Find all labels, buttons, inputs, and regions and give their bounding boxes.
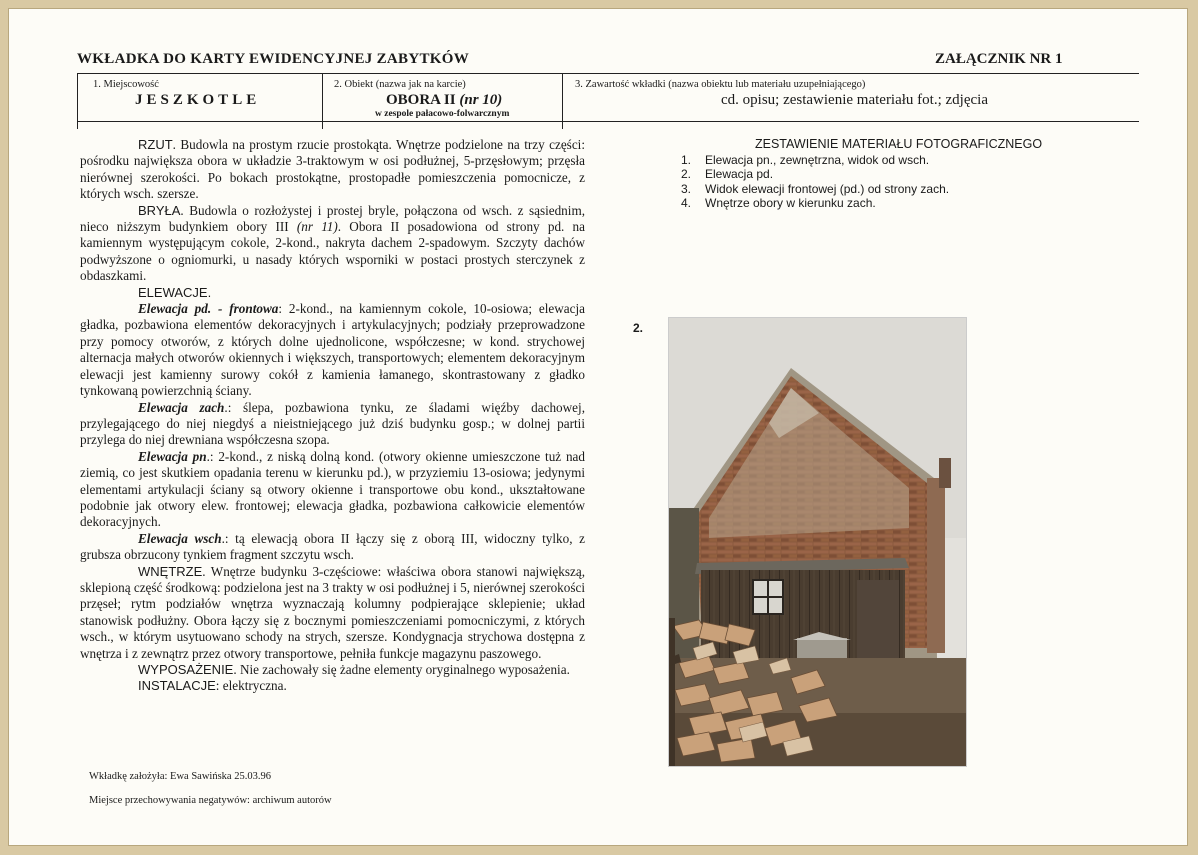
locality-value: JESZKOTLE — [135, 92, 261, 108]
document-page — [8, 8, 1188, 846]
text-wnetrze: . Wnętrze budynku 3-częściowe: właściwa obora stanowi największą, sklepioną część środkową: podzielona jest na 3 trakty w osi podłużnej i 5, nierównej szerokości przęseł; rytm podziałów wnętrza wyznaczają kolumny podpierające sklepienie; układ stanowisk podłużny. Obora łączy się z bocznymi pomieszczeniami pomocniczymi, z których wsch., w którym usytuowano schody na strych, szersze. Kondygnacja strychowa dostępna z wnętrza i z zewnątrz przez otwory transportowe, pełniła funkcje magazynu paszowego. — [80, 563, 586, 661]
text-rzut: . Budowla na prostym rzucie prostokąta. Wnętrze podzielone na trzy części: pośrodku największa obora w układzie 3-traktowym w osi podłużnej, 5-przęsłowym; przęsła nierównej szerokości. Po bokach prostokątne, prostopadłe pomieszczenia pomocnicze, z których wsch. szersze. — [80, 137, 585, 202]
heading-wnetrze: WNĘTRZE — [138, 563, 203, 579]
photo-list-item — [681, 167, 949, 181]
section-rzut — [80, 137, 585, 203]
header-rule-bottom — [77, 121, 1139, 122]
negatives-note: Miejsce przechowywania negatywów: archiwum autorów — [89, 795, 332, 806]
section-elew-pn — [80, 449, 585, 531]
contents-label: 3. Zawartość wkładki (nazwa obiektu lub materiału uzupełniającego) — [575, 79, 866, 90]
heading-elew-wsch: Elewacja wsch — [138, 530, 222, 546]
header-divider — [562, 73, 563, 129]
document-title: WKŁADKA DO KARTY EWIDENCYJNEJ ZABYTKÓW — [77, 51, 470, 67]
heading-rzut: RZUT — [138, 137, 173, 152]
object-value — [386, 92, 502, 109]
section-bryla — [80, 203, 585, 285]
photo-item-number: 3. — [681, 181, 692, 196]
section-elew-zach — [80, 400, 585, 449]
header-divider — [322, 73, 323, 129]
object-number: (nr 10) — [459, 92, 503, 108]
heading-elewacje: ELEWACJE. — [138, 284, 212, 300]
heading-bryla: BRYŁA — [138, 202, 181, 218]
photo-item-text: Elewacja pn., zewnętrzna, widok od wsch. — [705, 153, 930, 167]
section-instalacje — [80, 678, 585, 694]
object-label: 2. Obiekt (nazwa jak na karcie) — [334, 79, 466, 90]
photo-list-title: ZESTAWIENIE MATERIAŁU FOTOGRAFICZNEGO — [755, 137, 1043, 151]
photo-item-text: Widok elewacji frontowej (pd.) od strony zach. — [705, 181, 950, 196]
photo-item-number: 2. — [681, 167, 692, 182]
description-column — [80, 137, 585, 695]
text-elew-wsch: .: tą elewacją obora II łączy się z oborą III, widoczny tylko, z grubsza obrzucony tynkiem fragment szczytu wsch. — [80, 530, 585, 563]
section-wyposazenie — [80, 662, 585, 678]
heading-elew-pd: Elewacja pd. - frontowa — [138, 301, 279, 317]
heading-elew-pn: Elewacja pn — [138, 448, 207, 464]
photo-list-item — [681, 196, 949, 210]
photo-list-item — [681, 153, 949, 167]
text-bryla-cont: . Obora II posadowiona od strony pd. na kamiennym występującym cokole, 2-kond., nakryta dachem 2-spadowym. Szczyty dachów podwyższone o ogniomurki, u nasady których wsporniki w postaci prostych sterczynek z obdaszkami. — [80, 219, 585, 284]
text-bryla: . Budowla o rozłożystej i prostej bryle, połączona od wsch. z sąsiednim, nieco niższym budynkiem obory III — [80, 202, 585, 235]
section-elew-pd — [80, 301, 585, 399]
photo-item-text: Elewacja pd. — [705, 167, 774, 182]
text-instalacje: : elektryczna. — [215, 678, 287, 694]
locality-label: 1. Miejscowość — [93, 79, 159, 90]
header-rule-top — [77, 73, 1139, 74]
photo-item-number: 4. — [681, 195, 692, 210]
header-divider — [77, 73, 78, 129]
heading-instalacje: INSTALACJE — [138, 678, 216, 694]
object-name: OBORA II — [386, 92, 456, 108]
contents-value: cd. opisu; zestawienie materiału fot.; zdjęcia — [721, 92, 988, 108]
section-wnetrze — [80, 564, 585, 662]
photo-item-text: Wnętrze obory w kierunku zach. — [705, 195, 876, 210]
attachment-label: ZAŁĄCZNIK NR 1 — [935, 51, 1063, 67]
photo-item-number: 1. — [681, 153, 692, 167]
text-elew-zach: .: ślepa, pozbawiona tynku, ze śladami więźby dachowej, przylegającego do niej niegdyś a nieistniejącego już dziś budynku gosp.; w dolnej partii przylega do niej drewniana współczesna szopa. — [80, 399, 585, 448]
photo-list — [681, 153, 949, 210]
ref-nr-11: (nr 11) — [296, 219, 338, 235]
section-elew-wsch — [80, 531, 585, 564]
object-subtitle: w zespole pałacowo-folwarcznym — [375, 109, 510, 119]
photo-number: 2. — [633, 321, 644, 335]
text-elew-pd: : 2-kond., na kamiennym cokole, 10-osiowa; elewacja gładka, pozbawiona elementów dekoracyjnych i artykulacyjnych; podziały przeprowadzone przy pomocy otworów, z których dolne ujednolicone, współczesne; w kond. strychowej alternacja małych otworów okiennych i większych, transportowych; elementem dekoracyjnym elewacji jest kamienny surowy cokół z kamienia łamanego, skontrastowany z gładko tynkowaną powierzchnią ściany. — [80, 301, 585, 399]
text-wyposazenie: . Nie zachowały się żadne elementy oryginalnego wyposażenia. — [233, 662, 570, 677]
photo-list-item — [681, 182, 949, 196]
author-note: Wkładkę założyła: Ewa Sawińska 25.03.96 — [89, 771, 271, 782]
barn-photo — [668, 317, 967, 767]
heading-elew-zach: Elewacja zach — [138, 399, 225, 415]
heading-wyposazenie: WYPOSAŻENIE — [138, 662, 234, 677]
text-elew-pn: .: 2-kond., z niską dolną kond. (otwory okienne umieszczone tuż nad ziemią, co jest skutkiem opadania terenu w kierunku pd.), w przyziemiu 13-osiowa; jedynymi elementami artykulacji ściany są otwory okienne i transportowe obu kond., ukształtowane podobnie jak otwory elew. frontowej; elewacja gładka, pozbawiona całkowicie elementów dekoracyjnych. — [80, 448, 585, 530]
